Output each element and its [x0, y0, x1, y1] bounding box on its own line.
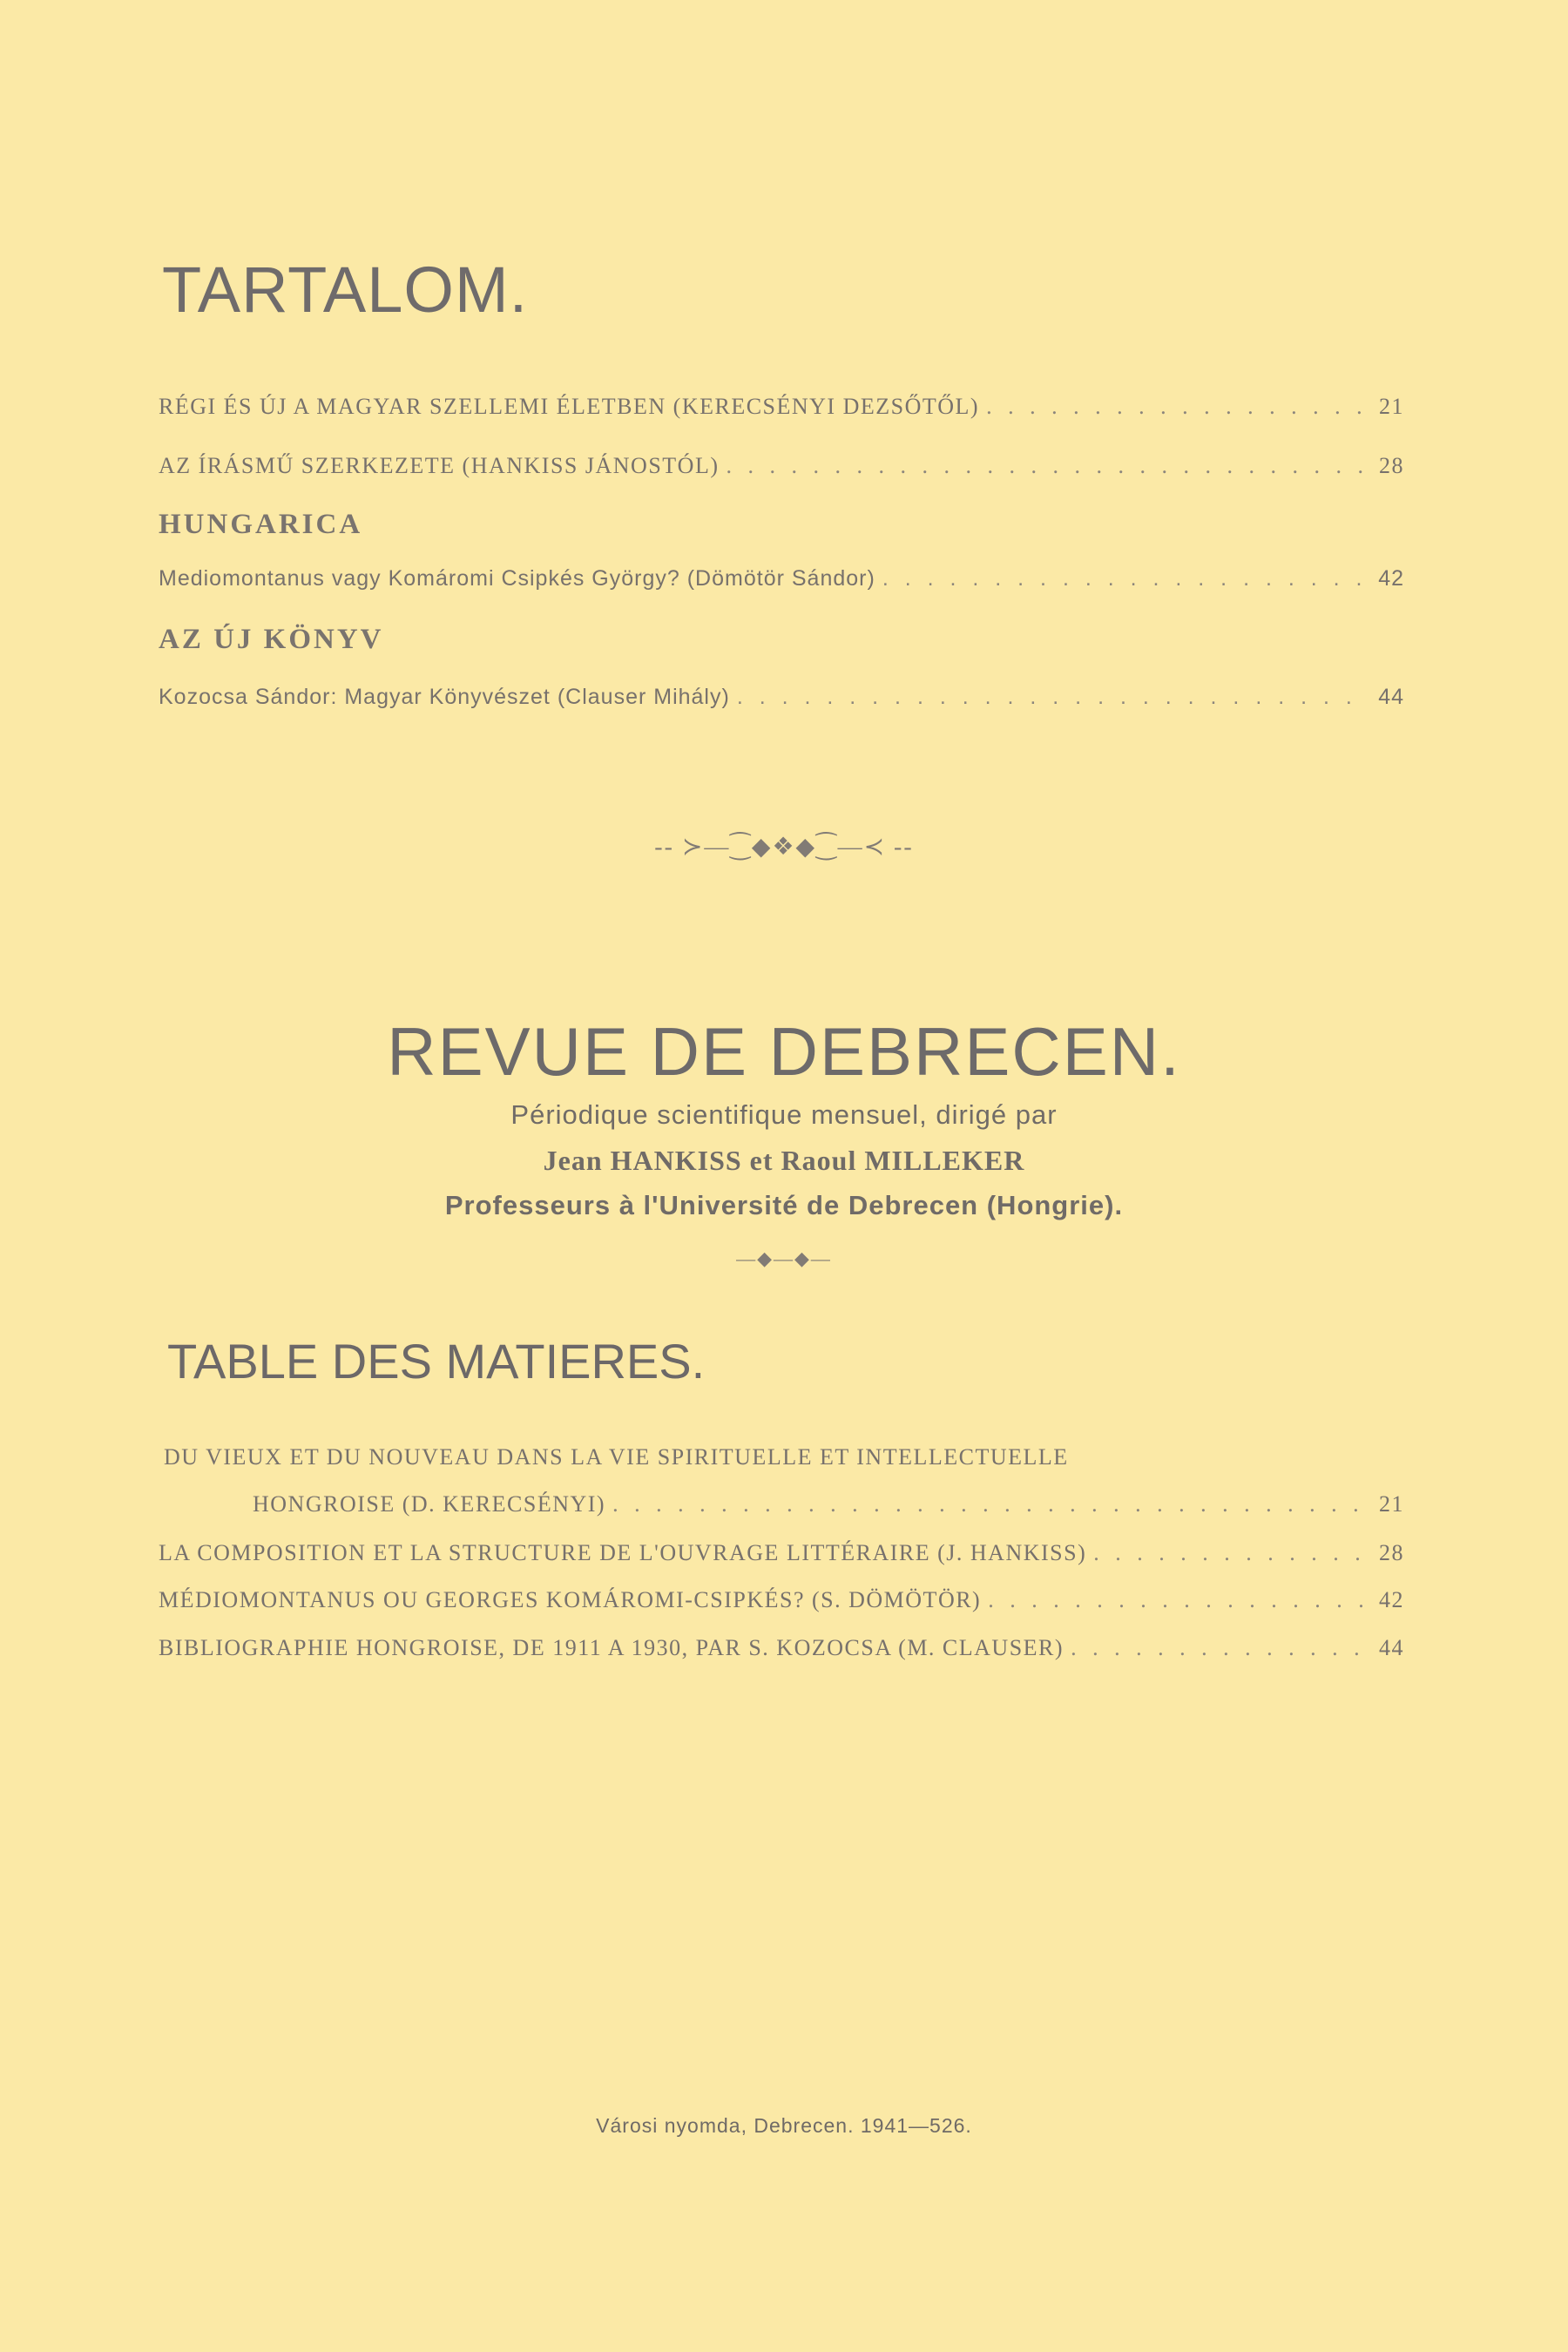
revue-title: REVUE DE DEBRECEN.: [387, 1013, 1181, 1090]
revue-affiliation: Professeurs à l'Université de Debrecen (Hongrie).: [444, 1190, 1124, 1220]
toc-entry-page: 44: [1378, 685, 1404, 709]
toc-entry: [159, 453, 1404, 479]
toc-leader: [727, 453, 1363, 479]
toc-entry-page: 21: [1379, 394, 1404, 419]
printer-imprint: Városi nyomda, Debrecen. 1941—526.: [596, 2114, 972, 2137]
table-entry-line1: DU VIEUX ET DU NOUVEAU DANS LA VIE SPIRITUELLE ET INTELLECTUELLE: [164, 1444, 1069, 1470]
toc-entry-page: 28: [1379, 453, 1404, 478]
table-entry-page: 44: [1379, 1635, 1404, 1660]
toc-entry: [159, 566, 1404, 591]
tartalom-heading: TARTALOM.: [162, 253, 529, 326]
toc-leader: [986, 394, 1362, 420]
uj-konyv-heading: AZ ÚJ KÖNYV: [159, 624, 384, 655]
table-heading: TABLE DES MATIERES.: [167, 1334, 706, 1389]
table-entry: [159, 1540, 1404, 1566]
toc-entry: [159, 685, 1404, 710]
toc-entry-title: AZ ÍRÁSMŰ SZERKEZETE (HANKISS JÁNOSTÓL): [159, 453, 720, 478]
revue-editors: Jean HANKISS et Raoul MILLEKER: [543, 1145, 1025, 1176]
toc-entry-title: RÉGI ÉS ÚJ A MAGYAR SZELLEMI ÉLETBEN (KERECSÉNYI DEZSŐTŐL): [159, 394, 980, 419]
toc-leader: [1093, 1540, 1362, 1566]
toc-leader: [988, 1587, 1362, 1613]
revue-subtitle: Périodique scientifique mensuel, dirigé par: [510, 1099, 1058, 1130]
table-entry: [159, 1587, 1404, 1613]
table-entry: [159, 1491, 1404, 1517]
toc-entry-page: 42: [1378, 566, 1404, 591]
ornament-divider: -- ≻—⁐◆❖◆⁐—≺ --: [654, 834, 914, 861]
toc-leader: [612, 1491, 1362, 1517]
table-entry-title: MÉDIOMONTANUS OU GEORGES KOMÁROMI-CSIPKÉS? (S. DÖMÖTÖR): [159, 1587, 982, 1612]
toc-entry-title: Mediomontanus vagy Komáromi Csipkés György? (Dömötör Sándor): [159, 566, 875, 591]
table-entry-title: LA COMPOSITION ET LA STRUCTURE DE L'OUVRAGE LITTÉRAIRE (J. HANKISS): [159, 1540, 1087, 1565]
toc-leader: [882, 566, 1362, 591]
table-entry-page: 42: [1379, 1587, 1404, 1612]
ornament-small: —◆—◆—: [736, 1247, 832, 1269]
hungarica-heading: HUNGARICA: [159, 509, 363, 540]
toc-leader: [1071, 1635, 1362, 1661]
toc-leader: [737, 685, 1362, 710]
table-entry-page: 28: [1379, 1540, 1404, 1565]
toc-entry-title: Kozocsa Sándor: Magyar Könyvészet (Clauser Mihály): [159, 685, 730, 709]
table-entry: [159, 1635, 1404, 1661]
table-entry-title: BIBLIOGRAPHIE HONGROISE, DE 1911 A 1930, PAR S. KOZOCSA (M. CLAUSER): [159, 1635, 1064, 1660]
table-entry-page: 21: [1379, 1491, 1404, 1517]
toc-entry: [159, 394, 1404, 420]
table-entry-title: HONGROISE (D. KERECSÉNYI): [253, 1491, 606, 1517]
